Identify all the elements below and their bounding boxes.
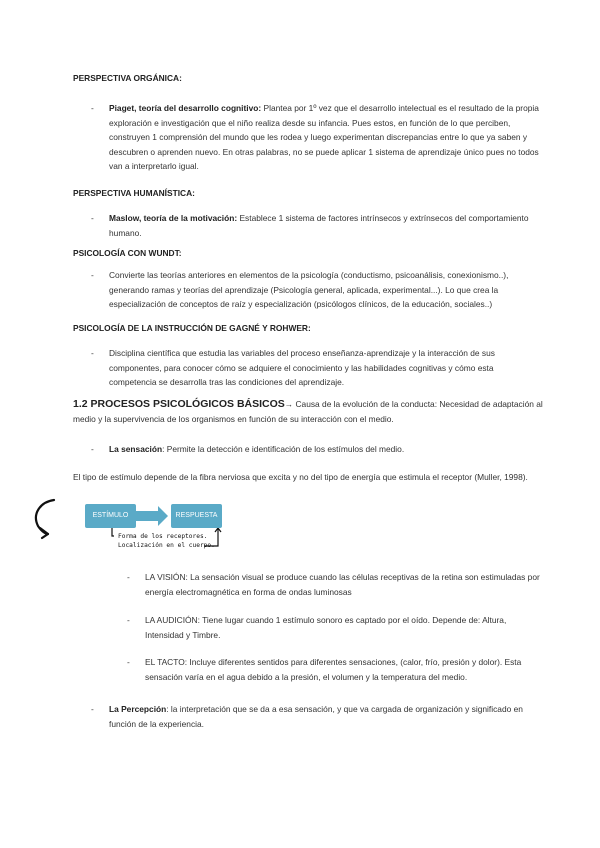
bullet-term: La sensación: [109, 444, 163, 454]
sub-bullet-dash: -: [127, 657, 130, 667]
diagram-note-1: Forma de los receptores.: [118, 533, 208, 540]
sub-bullet-dash: -: [127, 615, 130, 625]
diagram-note-2: Localización en el cuerpo.: [118, 542, 215, 549]
bullet-dash: -: [91, 213, 94, 223]
section-heading-organica: PERSPECTIVA ORGÁNICA:: [73, 73, 182, 83]
bullet-dash: -: [91, 103, 94, 113]
sub-bullet-dash: -: [127, 572, 130, 582]
section-heading-gagne: PSICOLOGÍA DE LA INSTRUCCIÓN DE GAGNÉ Y ROHWER:: [73, 323, 311, 333]
bullet-body: : la interpretación que se da a esa sensación, y que va cargada de organización y significado en función de la experiencia.: [109, 704, 523, 729]
bullet-dash: -: [91, 270, 94, 280]
estimulo-paragraph: El tipo de estímulo depende de la fibra nerviosa que excita y no del tipo de energía que estimula el receptor (Muller, 1998).: [73, 472, 528, 482]
bullet-body: Establece 1 sistema de factores intrínsecos y extrínsecos del comportamiento humano.: [109, 213, 529, 238]
bullet-body: Convierte las teorías anteriores en elementos de la psicología (conductismo, psicoanálisis, conexionismo..), generando ramas y teorías del aprendizaje (Psicología general, aplicada, experimental...). Lo que crea la especialización de conceptos de raíz y especialización (psicólogos clínicos, de la educación, sociales..): [109, 270, 509, 310]
bullet-body: : Permite la detección e identificación de los estímulos del medio.: [162, 444, 405, 454]
section-heading-humanistica: PERSPECTIVA HUMANÍSTICA:: [73, 188, 195, 198]
bullet-term: Maslow, teoría de la motivación:: [109, 213, 238, 223]
bullet-term: Piaget, teoría del desarrollo cognitivo:: [109, 103, 262, 113]
procesos-text: Causa de la evolución de la conducta: Necesidad de adaptación al medio y la supervivencia de los organismos en función de su interacción con el medio.: [73, 399, 543, 424]
bracket-line: [112, 528, 114, 536]
bullet-percepcion: [109, 702, 541, 731]
sentido-audicion: LA AUDICIÓN: Tiene lugar cuando 1 estímulo sonoro es captado por el oído. Depende de: Altura, Intensidad y Timbre.: [145, 615, 507, 640]
bullet-wundt: [109, 268, 541, 312]
bullet-term: La Percepción: [109, 704, 167, 714]
sentido-vision: LA VISIÓN: La sensación visual se produce cuando las células receptivas de la retina son estimuladas por energía electromagnética en forma de ondas luminosas: [145, 572, 540, 597]
estimulo-box: ESTÍMULO: [85, 504, 136, 528]
bullet-dash: -: [91, 444, 94, 454]
bullet-dash: -: [91, 704, 94, 714]
bullet-body: Disciplina científica que estudia las variables del proceso enseñanza-aprendizaje y la interacción de sus componentes, para conocer cómo se adquiere el conocimiento y las habilidades cognitivas y cómo esta competencia se desarrolla tras las condiciones del aprendizaje.: [109, 348, 495, 388]
bullet-piaget: [109, 101, 541, 174]
block-arrow-icon: [136, 506, 168, 526]
procesos-paragraph: [73, 397, 543, 426]
bullet-sensacion: [109, 442, 541, 457]
curved-arrow-icon: [36, 500, 54, 534]
respuesta-box: RESPUESTA: [171, 504, 222, 528]
section-heading-wundt: PSICOLOGÍA CON WUNDT:: [73, 248, 182, 258]
bullet-gagne: [109, 346, 541, 390]
bullet-maslow: [109, 211, 541, 240]
bullet-body: Plantea por 1º vez que el desarrollo intelectual es el resultado de la propia exploración e investigación que el niño realiza desde su infancia. Pues estos, en función de lo que perciben, construyen 1 comprensión del mundo que les rodea y luego experimentan discrepancias entre lo que ya saben y descubren o aprenden nuevo. En otras palabras, no se puede aplicar 1 sistema de aprendizaje único pues no todos van a interpretarlo igual.: [109, 103, 539, 172]
sentido-tacto: EL TACTO: Incluye diferentes sentidos para diferentes sensaciones, (calor, frío, presión y dolor). Esta sensación varía en el agua debido a la presión, el volumen y la temperatura del medio.: [145, 657, 522, 682]
procesos-title: 1.2 PROCESOS PSICOLÓGICOS BÁSICOS: [73, 398, 285, 410]
procesos-arrow: →: [284, 399, 294, 409]
bullet-dash: -: [91, 348, 94, 358]
